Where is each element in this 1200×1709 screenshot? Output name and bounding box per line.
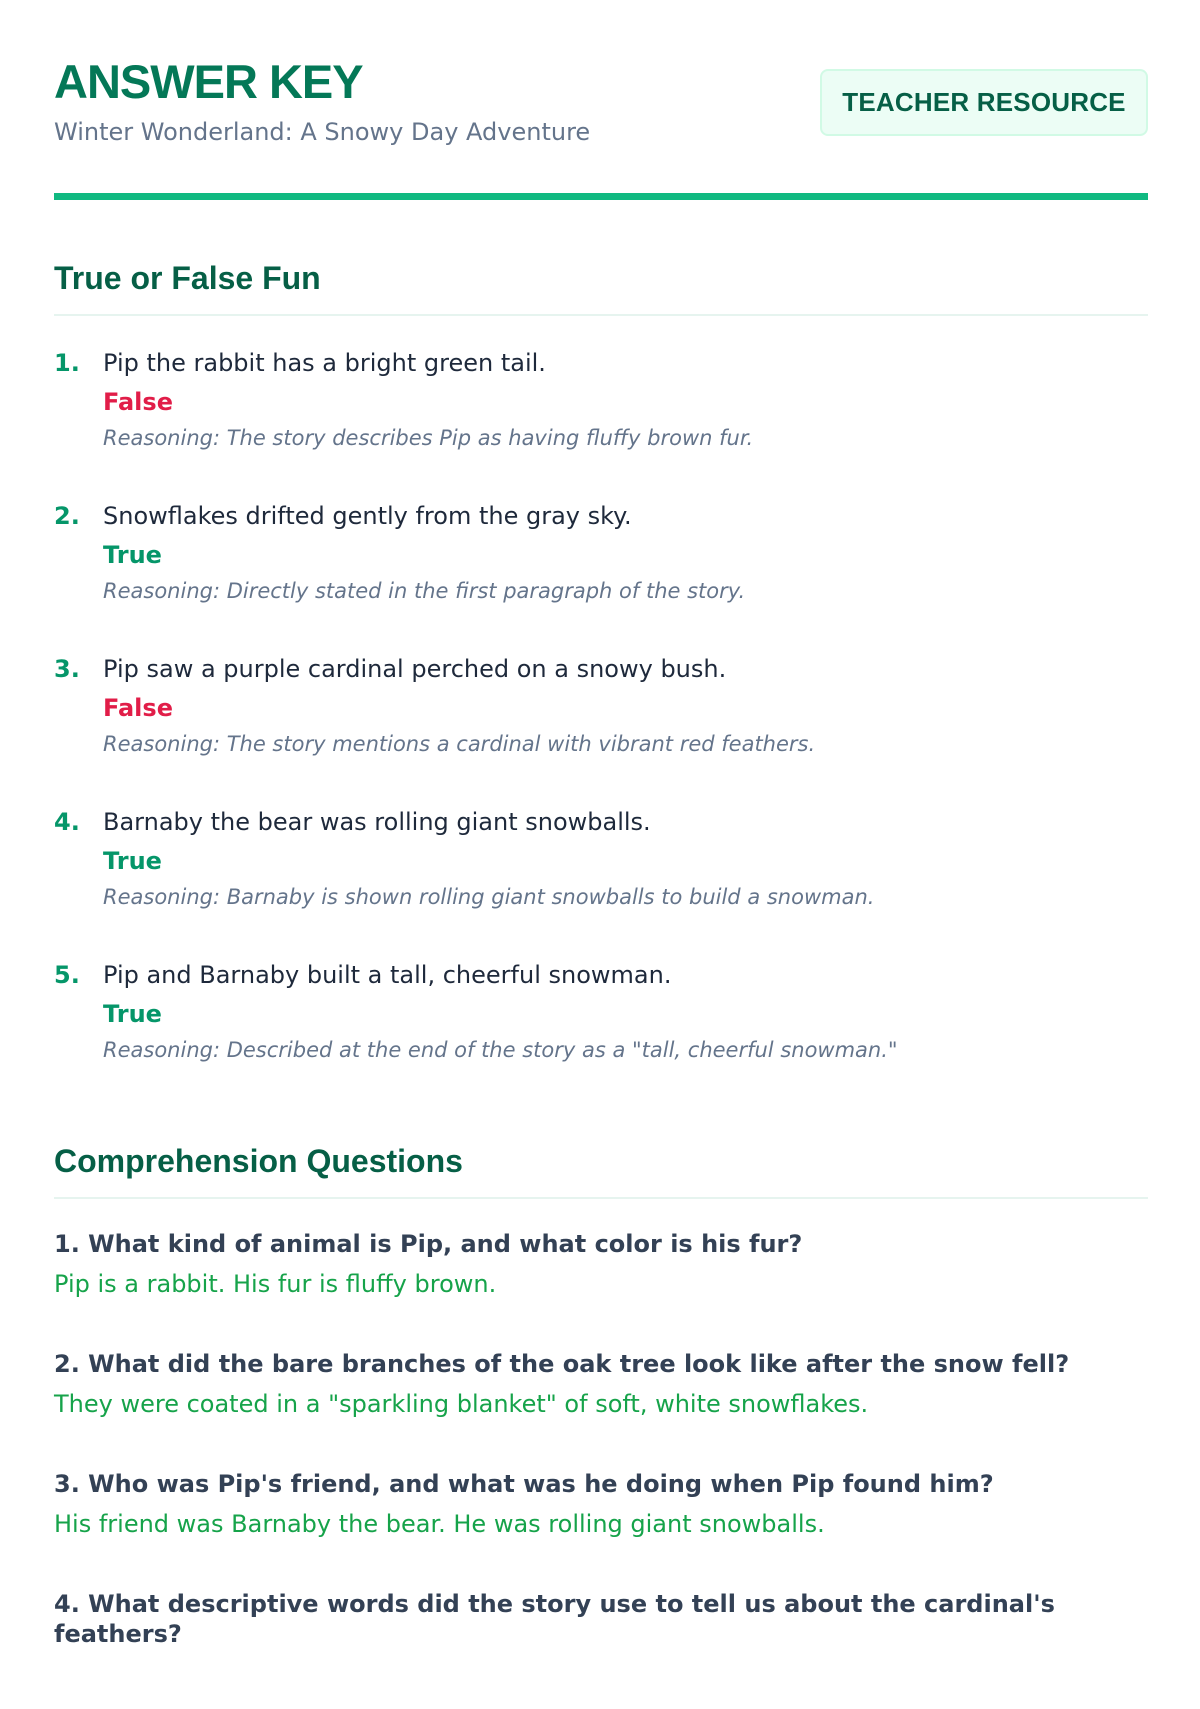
comprehension-item (54, 1229, 1148, 1349)
item-reasoning: Reasoning: Directly stated in the first paragraph of the story. (103, 579, 746, 603)
item-number: 4. (54, 808, 80, 836)
item-number: 2. (54, 502, 80, 530)
answer-key-page (54, 0, 1148, 1709)
item-number: 1. (54, 349, 80, 377)
true-false-item (54, 654, 1148, 807)
question-text: 1. What kind of animal is Pip, and what color is his fur? (54, 1230, 803, 1258)
section-divider (54, 1197, 1148, 1199)
comprehension-list (54, 1229, 1148, 1709)
item-reasoning: Reasoning: Barnaby is shown rolling giant snowballs to build a snowman. (103, 885, 875, 909)
item-statement: Pip the rabbit has a bright green tail. (103, 349, 546, 377)
item-statement: Barnaby the bear was rolling giant snowballs. (103, 808, 651, 836)
true-false-list (54, 348, 1148, 1113)
item-answer: True (103, 541, 162, 569)
item-number: 3. (54, 655, 80, 683)
comprehension-item (54, 1349, 1148, 1469)
true-false-item (54, 960, 1148, 1113)
comprehension-item (54, 1469, 1148, 1589)
comprehension-item (54, 1589, 1148, 1709)
item-statement: Pip saw a purple cardinal perched on a snowy bush. (103, 655, 727, 683)
header-divider (54, 193, 1148, 200)
question-text: 3. Who was Pip's friend, and what was he doing when Pip found him? (54, 1470, 994, 1498)
item-reasoning: Reasoning: The story mentions a cardinal with vibrant red feathers. (103, 732, 816, 756)
answer-text: They were coated in a "sparkling blanket" of soft, white snowflakes. (54, 1390, 869, 1418)
page-title: ANSWER KEY (54, 55, 363, 108)
item-number: 5. (54, 961, 80, 989)
true-false-section (54, 262, 1148, 1113)
item-answer: False (103, 694, 173, 722)
item-reasoning: Reasoning: Described at the end of the story as a "tall, cheerful snowman." (103, 1038, 898, 1062)
teacher-resource-badge: TEACHER RESOURCE (820, 69, 1148, 136)
answer-text: Pip is a rabbit. His fur is fluffy brown. (54, 1270, 497, 1298)
true-false-title: True or False Fun (54, 260, 321, 296)
question-text: 2. What did the bare branches of the oak tree look like after the snow fell? (54, 1350, 1070, 1378)
page-header (54, 0, 1148, 200)
item-answer: False (103, 388, 173, 416)
section-divider (54, 314, 1148, 316)
comprehension-title: Comprehension Questions (54, 1143, 463, 1179)
true-false-item (54, 807, 1148, 960)
page-subtitle: Winter Wonderland: A Snowy Day Adventure (54, 118, 591, 146)
item-answer: True (103, 1000, 162, 1028)
true-false-item (54, 501, 1148, 654)
true-false-item (54, 348, 1148, 501)
item-statement: Snowflakes drifted gently from the gray sky. (103, 502, 632, 530)
comprehension-section (54, 1145, 1148, 1709)
item-answer: True (103, 847, 162, 875)
item-statement: Pip and Barnaby built a tall, cheerful snowman. (103, 961, 672, 989)
answer-text: His friend was Barnaby the bear. He was rolling giant snowballs. (54, 1510, 825, 1538)
item-reasoning: Reasoning: The story describes Pip as having fluffy brown fur. (103, 426, 754, 450)
question-text: 4. What descriptive words did the story use to tell us about the cardinal's feathers? (54, 1590, 1055, 1648)
